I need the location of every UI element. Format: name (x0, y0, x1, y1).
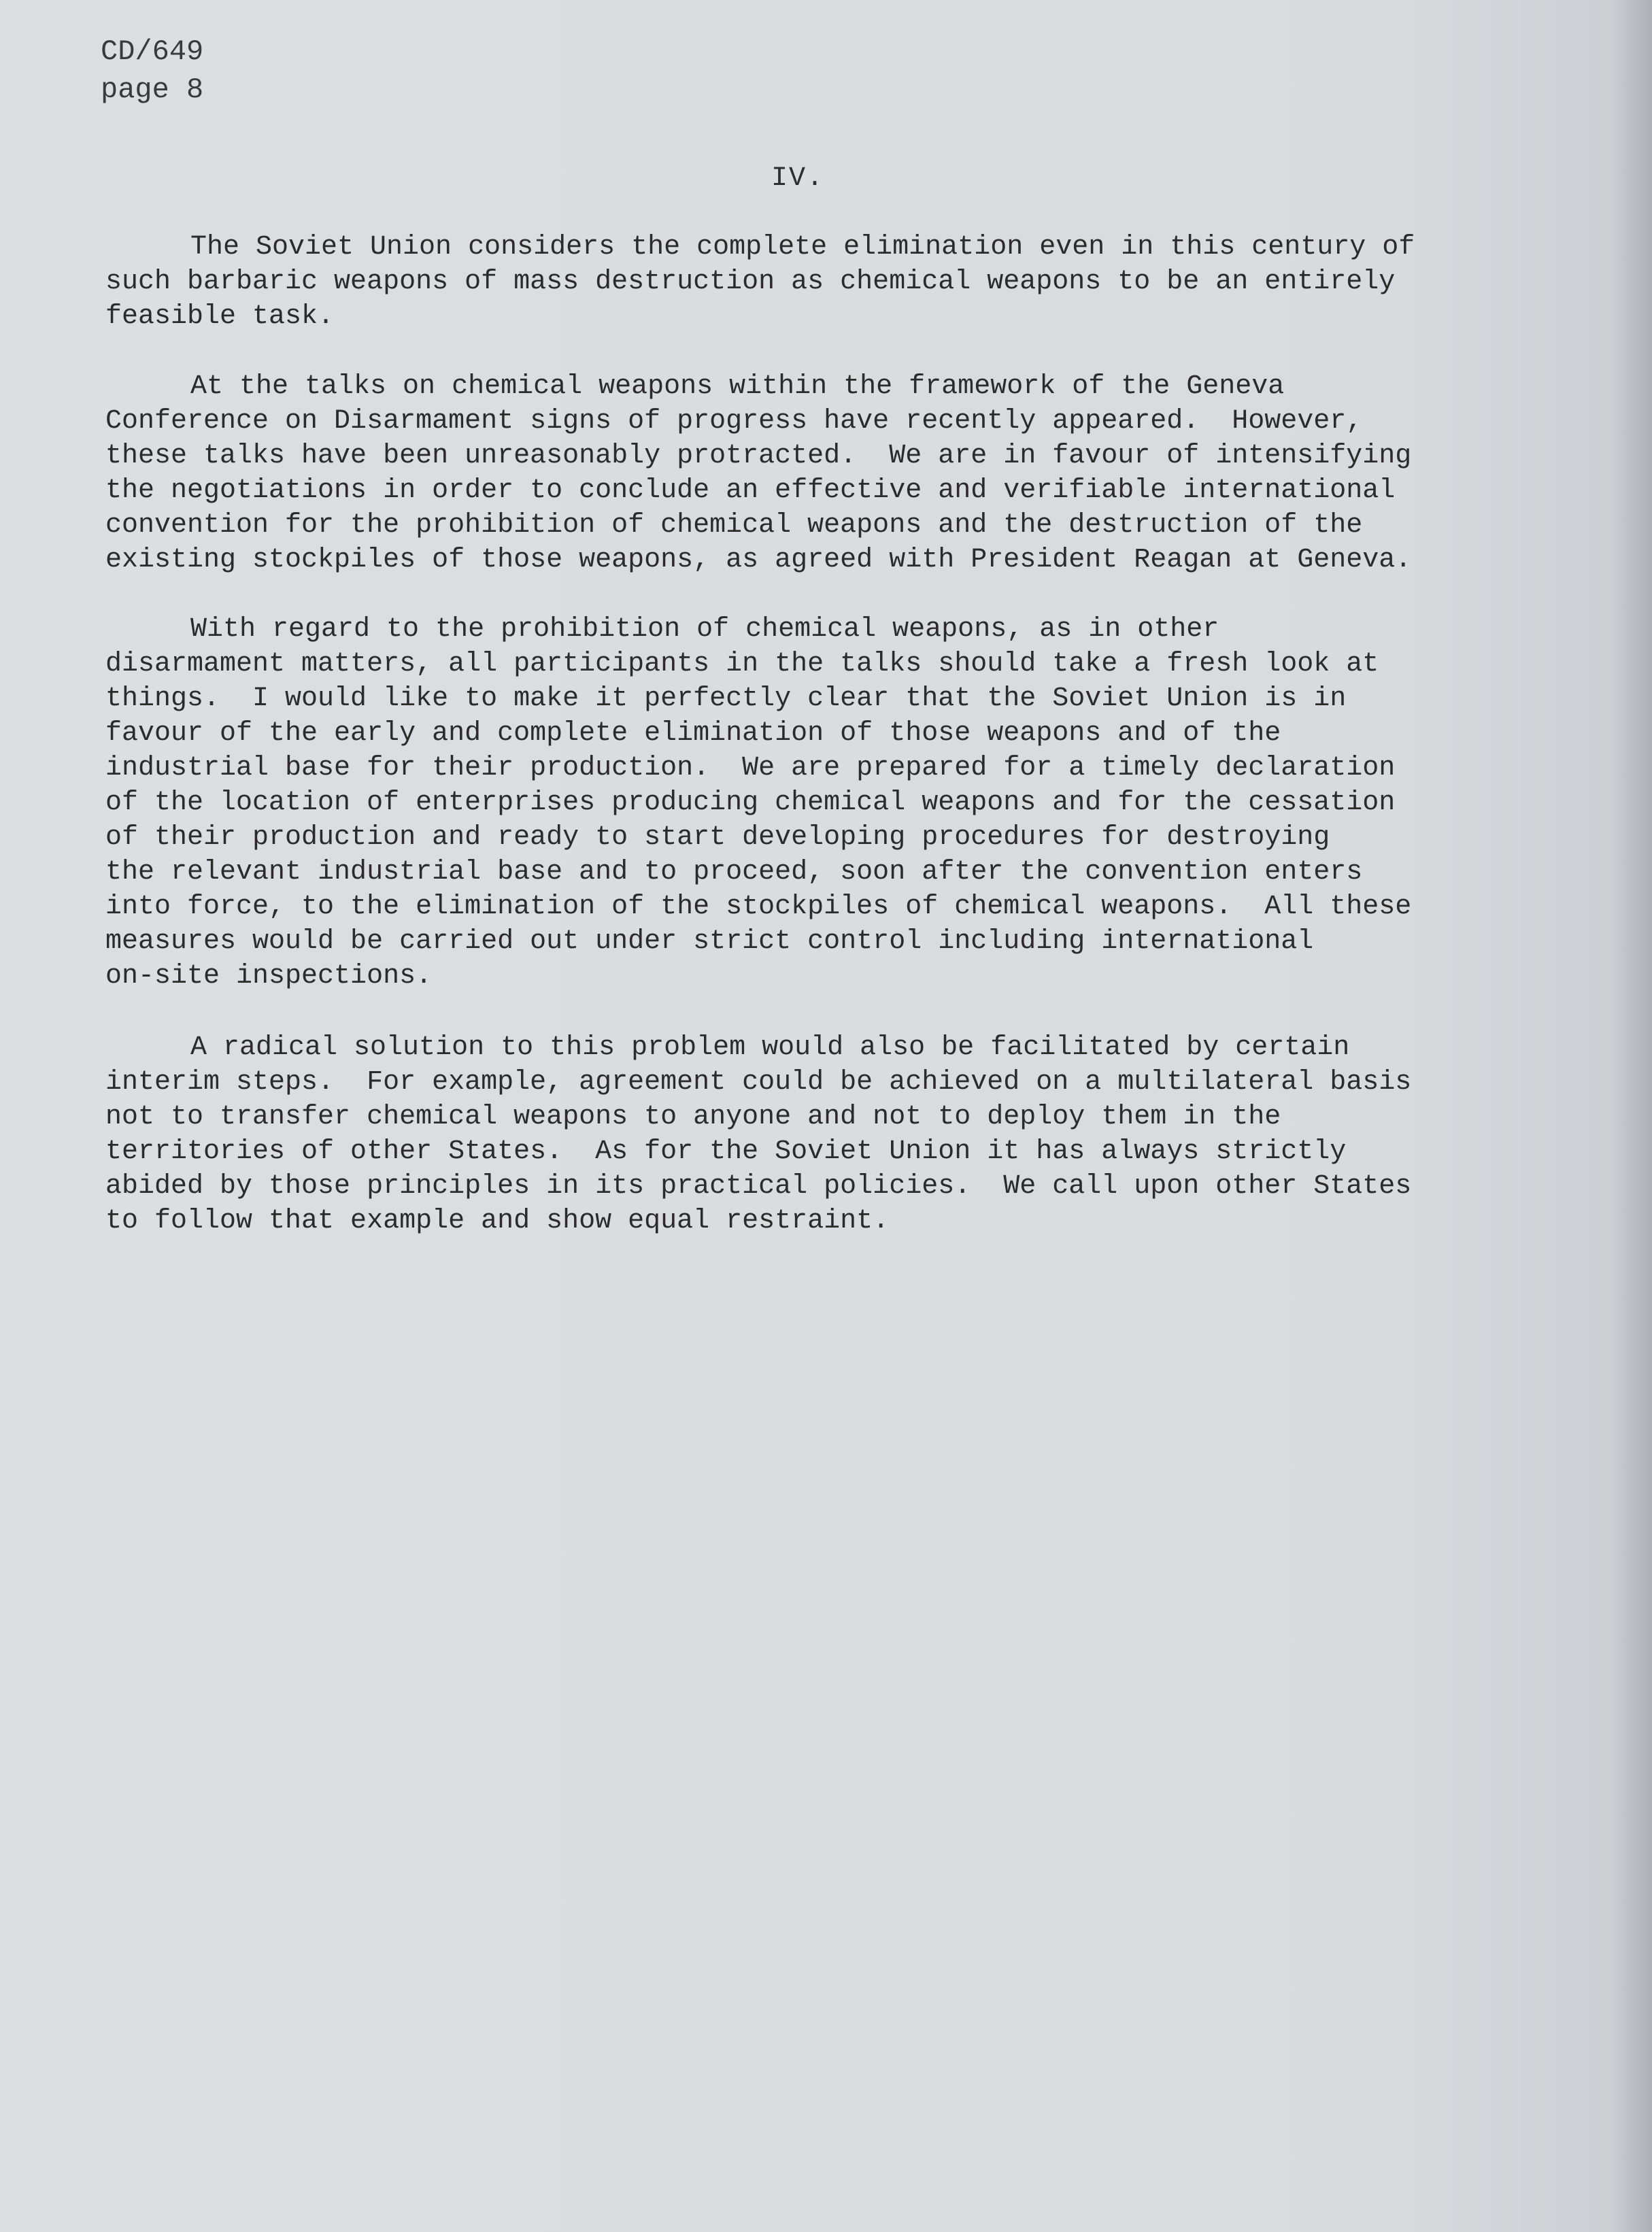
paragraph-line: things. I would like to make it perfectly clear that the Soviet Union is in (105, 683, 1347, 714)
paragraph-line: the relevant industrial base and to proceed, soon after the convention enters (105, 857, 1363, 887)
paragraph-line: disarmament matters, all participants in the talks should take a fresh look at (105, 649, 1379, 679)
document-number: CD/649 (101, 35, 204, 68)
paragraph-line: of their production and ready to start developing procedures for destroying (105, 822, 1330, 853)
paragraph-line: such barbaric weapons of mass destruction as chemical weapons to be an entirely (105, 267, 1396, 297)
section-title: IV. (771, 163, 825, 194)
paragraph-line: favour of the early and complete elimination of those weapons and of the (105, 718, 1281, 749)
paragraph-line: on-site inspections. (105, 961, 433, 992)
paragraph-line: measures would be carried out under strict control including international (105, 926, 1314, 957)
paragraph-line: A radical solution to this problem would also be facilitated by certain (190, 1032, 1350, 1063)
paragraph-line: convention for the prohibition of chemical weapons and the destruction of the (105, 510, 1363, 541)
paragraph-1 (105, 230, 1493, 334)
paragraph-line: existing stockpiles of those weapons, as agreed with President Reagan at Geneva. (105, 545, 1412, 575)
paragraph-line: these talks have been unreasonably protracted. We are in favour of intensifying (105, 441, 1412, 471)
page-number: page 8 (101, 73, 204, 106)
paragraph-line: not to transfer chemical weapons to anyone and not to deploy them in the (105, 1102, 1281, 1132)
paragraph-line: feasible task. (105, 301, 335, 332)
paragraph-line: At the talks on chemical weapons within the framework of the Geneva (190, 371, 1285, 402)
paragraph-line: abided by those principles in its practical policies. We call upon other States (105, 1171, 1412, 1202)
paragraph-line: interim steps. For example, agreement could be achieved on a multilateral basis (105, 1067, 1412, 1098)
paragraph-line: The Soviet Union considers the complete elimination even in this century of (190, 232, 1415, 263)
paragraph-line: to follow that example and show equal restraint. (105, 1206, 890, 1236)
paragraph-line: territories of other States. As for the Soviet Union it has always strictly (105, 1136, 1347, 1167)
paragraph-line: the negotiations in order to conclude an effective and verifiable international (105, 475, 1396, 506)
paragraph-line: Conference on Disarmament signs of progress have recently appeared. However, (105, 406, 1363, 437)
paragraph-4 (105, 1030, 1493, 1238)
paragraph-line: of the location of enterprises producing chemical weapons and for the cessation (105, 788, 1396, 818)
paragraph-line: industrial base for their production. We are prepared for a timely declaration (105, 753, 1396, 783)
page-edge-shadow (1611, 0, 1652, 2232)
paragraph-line: into force, to the elimination of the stockpiles of chemical weapons. All these (105, 892, 1412, 922)
document-header (101, 33, 203, 109)
paragraph-line: With regard to the prohibition of chemical weapons, as in other (190, 614, 1219, 645)
paragraph-2 (105, 369, 1493, 577)
paragraph-3 (105, 612, 1493, 994)
